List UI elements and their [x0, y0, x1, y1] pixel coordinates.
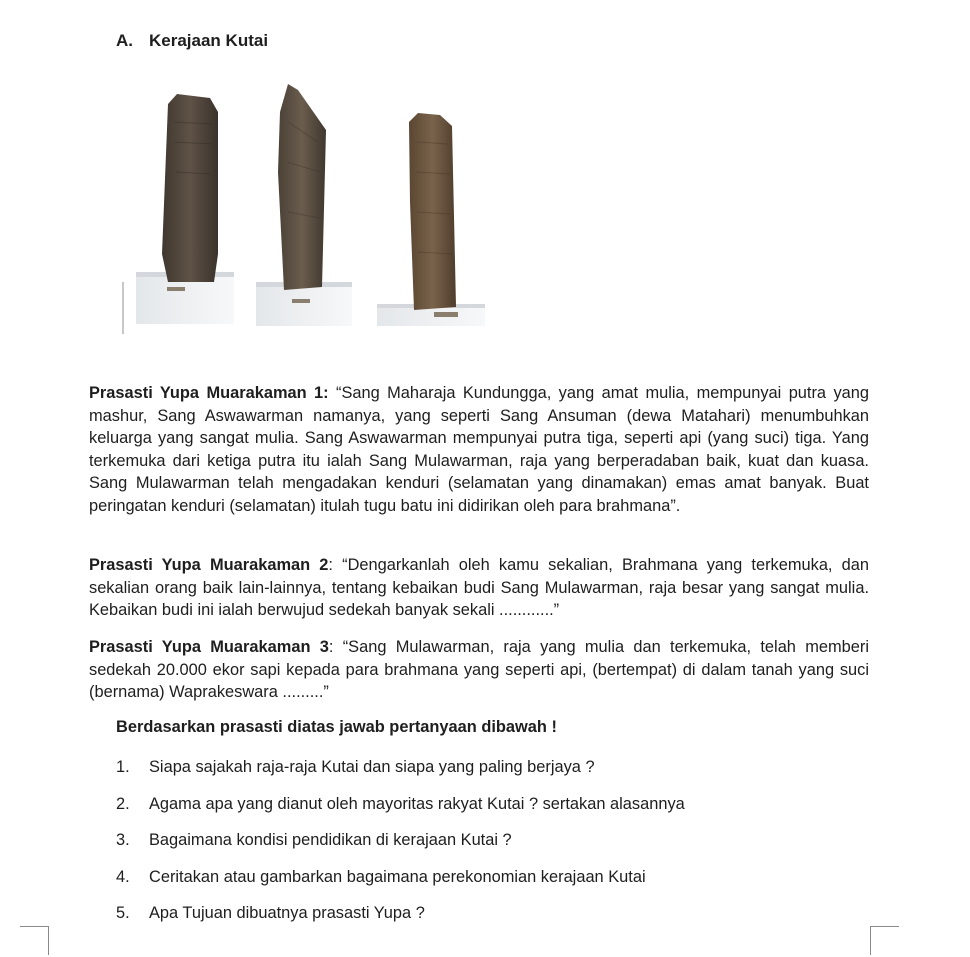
paragraph-label: Prasasti Yupa Muarakaman 2	[89, 556, 329, 574]
page-corner-mark-right	[870, 926, 899, 955]
list-item	[116, 756, 685, 793]
paragraph-text: “Sang Maharaja Kundungga, yang amat mulia, mempunyai putra yang mashur, Sang Aswawarman namanya, yang seperti Sang Ansuman (dewa Matahari) menumbuhkan keluarga yang sangat mulia. Sang Aswawarman mempunyai putra tiga, seperti api (yang suci) tiga. Yang terkemuka dari ketiga putra itu ialah Sang Mulawarman, raja yang berperadaban baik, kuat dan kuasa. Sang Mulawarman telah mengadakan kenduri (selamatan yang dinamakan) emas amat banyak. Buat peringatan kenduri (selamatan) itulah tugu batu ini didirikan oleh para brahmana”.	[89, 384, 869, 515]
paragraph-label: Prasasti Yupa Muarakaman 1:	[89, 384, 329, 402]
instruction-text: Berdasarkan prasasti diatas jawab pertanyaan dibawah !	[116, 718, 557, 736]
question-text: Agama apa yang dianut oleh mayoritas rakyat Kutai ? sertakan alasannya	[149, 794, 685, 813]
question-text: Ceritakan atau gambarkan bagaimana perekonomian kerajaan Kutai	[149, 867, 646, 886]
question-number: 4.	[116, 867, 130, 886]
list-item	[116, 793, 685, 830]
question-text: Siapa sajakah raja-raja Kutai dan siapa yang paling berjaya ?	[149, 758, 595, 776]
question-number: 1.	[116, 758, 130, 776]
yupa-inscriptions-photo	[122, 82, 487, 342]
paragraph-yupa-3	[89, 636, 869, 704]
paragraph-text: : “Sang Mulawarman, raja yang mulia dan terkemuka, telah memberi sedekah 20.000 ekor sapi kepada para brahmana yang seperti api, (bertempat) di dalam tanah yang suci (bernama) Waprakeswara .........”	[89, 638, 869, 701]
question-text: Bagaimana kondisi pendidikan di kerajaan Kutai ?	[149, 831, 512, 850]
question-list	[116, 756, 685, 939]
list-item	[116, 829, 685, 866]
page-corner-mark-left	[20, 926, 49, 955]
question-text: Apa Tujuan dibuatnya prasasti Yupa ?	[149, 904, 425, 923]
paragraph-yupa-1	[89, 382, 869, 517]
list-item	[116, 866, 685, 903]
yupa-stone-3	[377, 113, 485, 326]
question-number: 5.	[116, 904, 130, 923]
section-number: A.	[116, 31, 133, 50]
paragraph-text: : “Dengarkanlah oleh kamu sekalian, Brahmana yang terkemuka, dan sekalian orang baik lain-lainnya, tentang kebaikan budi Sang Mulawarman, raja besar yang sangat mulia. Kebaikan budi ini ialah berwujud sedekah banyak sekali ............”	[89, 556, 869, 619]
paragraph-label: Prasasti Yupa Muarakaman 3	[89, 638, 329, 656]
section-title: Kerajaan Kutai	[149, 31, 269, 50]
question-number: 2.	[116, 794, 130, 813]
yupa-stone-1	[136, 94, 234, 324]
question-number: 3.	[116, 831, 130, 850]
section-heading	[116, 31, 268, 51]
list-item	[116, 902, 685, 939]
yupa-stone-2	[256, 84, 352, 326]
paragraph-yupa-2	[89, 554, 869, 622]
